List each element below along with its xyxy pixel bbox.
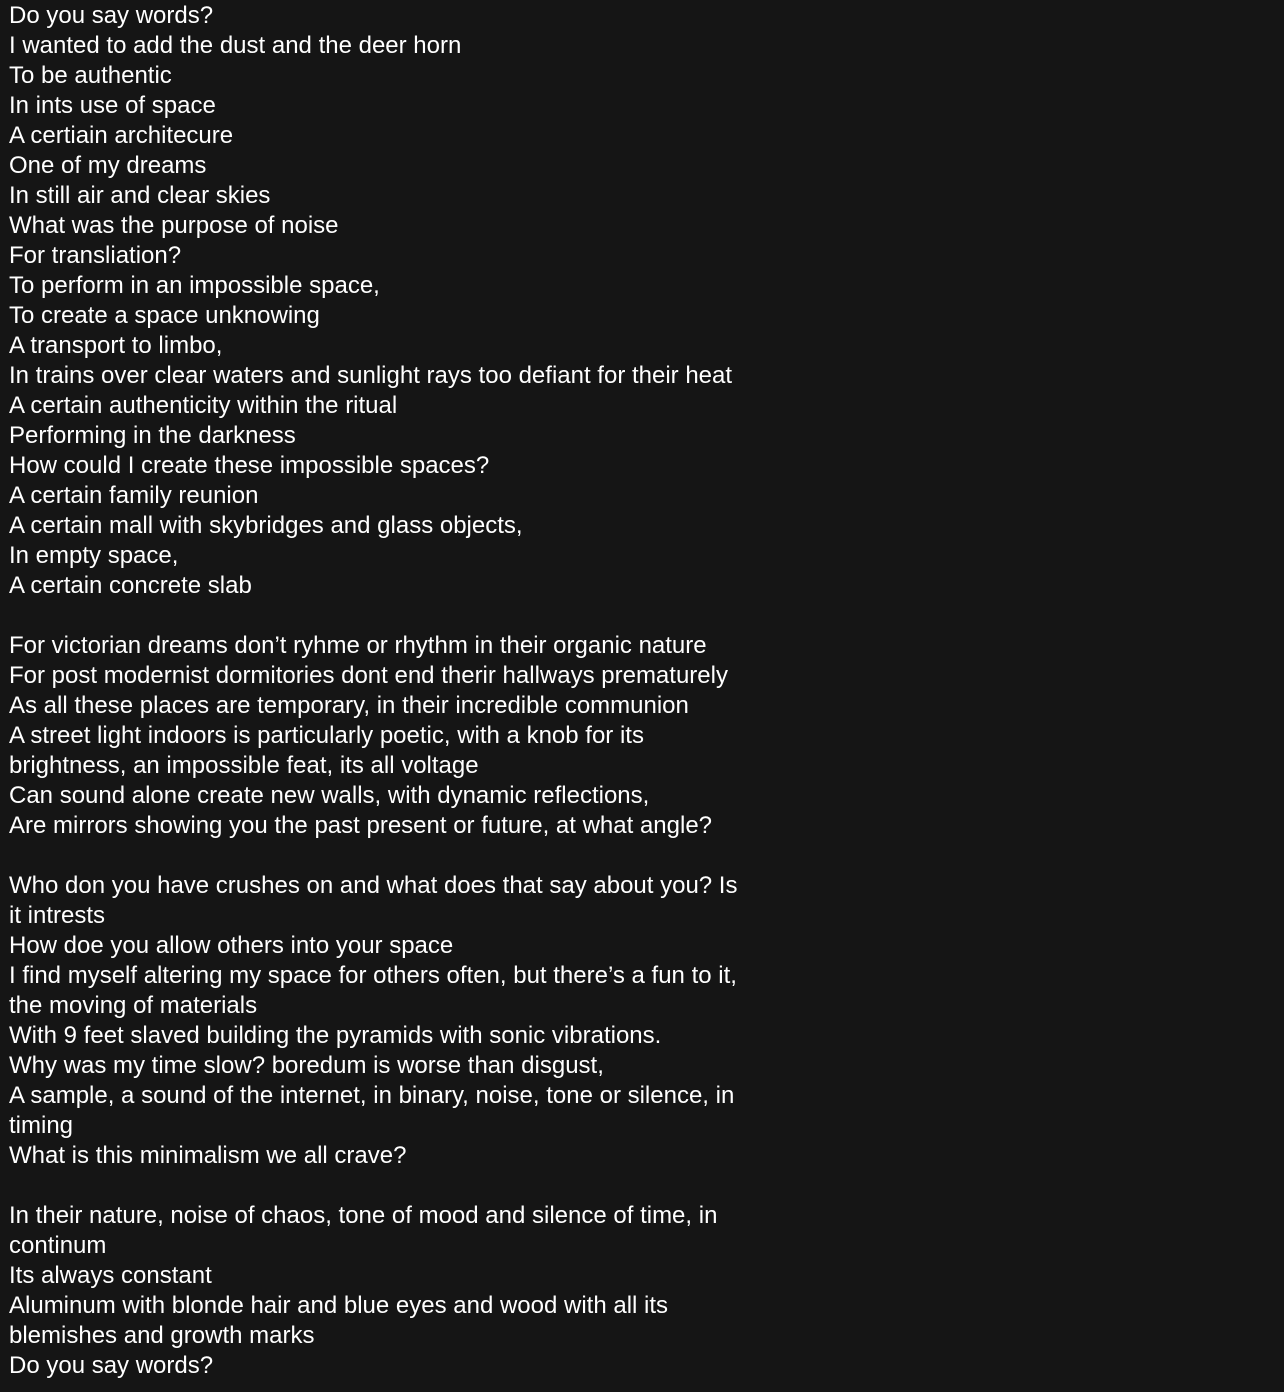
stanza-2 bbox=[9, 631, 769, 841]
poem-line: continum bbox=[9, 1232, 107, 1259]
poem-line: One of my dreams bbox=[9, 152, 207, 179]
poem-line: What is this minimalism we all crave? bbox=[9, 1142, 407, 1169]
poem-line: For victorian dreams don’t ryhme or rhythm in their organic nature bbox=[9, 632, 707, 659]
poem-line: A transport to limbo, bbox=[9, 332, 223, 359]
poem-line: Do you say words? bbox=[9, 1352, 214, 1379]
poem-line: For post modernist dormitories dont end therir hallways prematurely bbox=[9, 662, 728, 689]
poem-line: I wanted to add the dust and the deer horn bbox=[9, 32, 462, 59]
poem-line: Aluminum with blonde hair and blue eyes and wood with all its bbox=[9, 1292, 669, 1319]
poem-line: What was the purpose of noise bbox=[9, 212, 339, 239]
poem-line: To perform in an impossible space, bbox=[9, 272, 380, 299]
poem-line: For transliation? bbox=[9, 242, 182, 269]
poem-line: With 9 feet slaved building the pyramids with sonic vibrations. bbox=[9, 1022, 662, 1049]
poem-line: Who don you have crushes on and what does that say about you? Is bbox=[9, 872, 738, 899]
poem-line: timing bbox=[9, 1112, 74, 1139]
poem-line: To be authentic bbox=[9, 62, 172, 89]
poem-line: In still air and clear skies bbox=[9, 182, 271, 209]
poem-line: A street light indoors is particularly poetic, with a knob for its bbox=[9, 722, 644, 749]
poem-line: A sample, a sound of the internet, in binary, noise, tone or silence, in bbox=[9, 1082, 735, 1109]
poem-line: Its always constant bbox=[9, 1262, 212, 1289]
poem-line: the moving of materials bbox=[9, 992, 258, 1019]
stanza-3 bbox=[9, 871, 769, 1171]
poem-line: In empty space, bbox=[9, 542, 179, 569]
poem-line: A certain authenticity within the ritual bbox=[9, 392, 398, 419]
poem-line: A certiain architecure bbox=[9, 122, 234, 149]
poem-line: To create a space unknowing bbox=[9, 302, 320, 329]
poem-line: Why was my time slow? boredum is worse than disgust, bbox=[9, 1052, 604, 1079]
poem-line: In trains over clear waters and sunlight rays too defiant for their heat bbox=[9, 362, 733, 389]
poem-line: Are mirrors showing you the past present or future, at what angle? bbox=[9, 812, 713, 839]
stanza-4 bbox=[9, 1201, 769, 1381]
poem-text bbox=[9, 1, 769, 1381]
poem-line: I find myself altering my space for others often, but there’s a fun to it, bbox=[9, 962, 737, 989]
poem-line: Can sound alone create new walls, with dynamic reflections, bbox=[9, 782, 650, 809]
poem-line: A certain mall with skybridges and glass objects, bbox=[9, 512, 523, 539]
poem-line: In ints use of space bbox=[9, 92, 216, 119]
poem-line: How doe you allow others into your space bbox=[9, 932, 454, 959]
poem-line: Do you say words? bbox=[9, 2, 214, 29]
poem-line: In their nature, noise of chaos, tone of mood and silence of time, in bbox=[9, 1202, 718, 1229]
poem-line: A certain concrete slab bbox=[9, 572, 252, 599]
poem-line: blemishes and growth marks bbox=[9, 1322, 315, 1349]
poem-line: As all these places are temporary, in their incredible communion bbox=[9, 692, 689, 719]
poem-line: A certain family reunion bbox=[9, 482, 259, 509]
poem-line: brightness, an impossible feat, its all voltage bbox=[9, 752, 479, 779]
stanza-1 bbox=[9, 1, 769, 601]
poem-line: Performing in the darkness bbox=[9, 422, 296, 449]
poem-line: How could I create these impossible spaces? bbox=[9, 452, 490, 479]
poem-line: it intrests bbox=[9, 902, 106, 929]
